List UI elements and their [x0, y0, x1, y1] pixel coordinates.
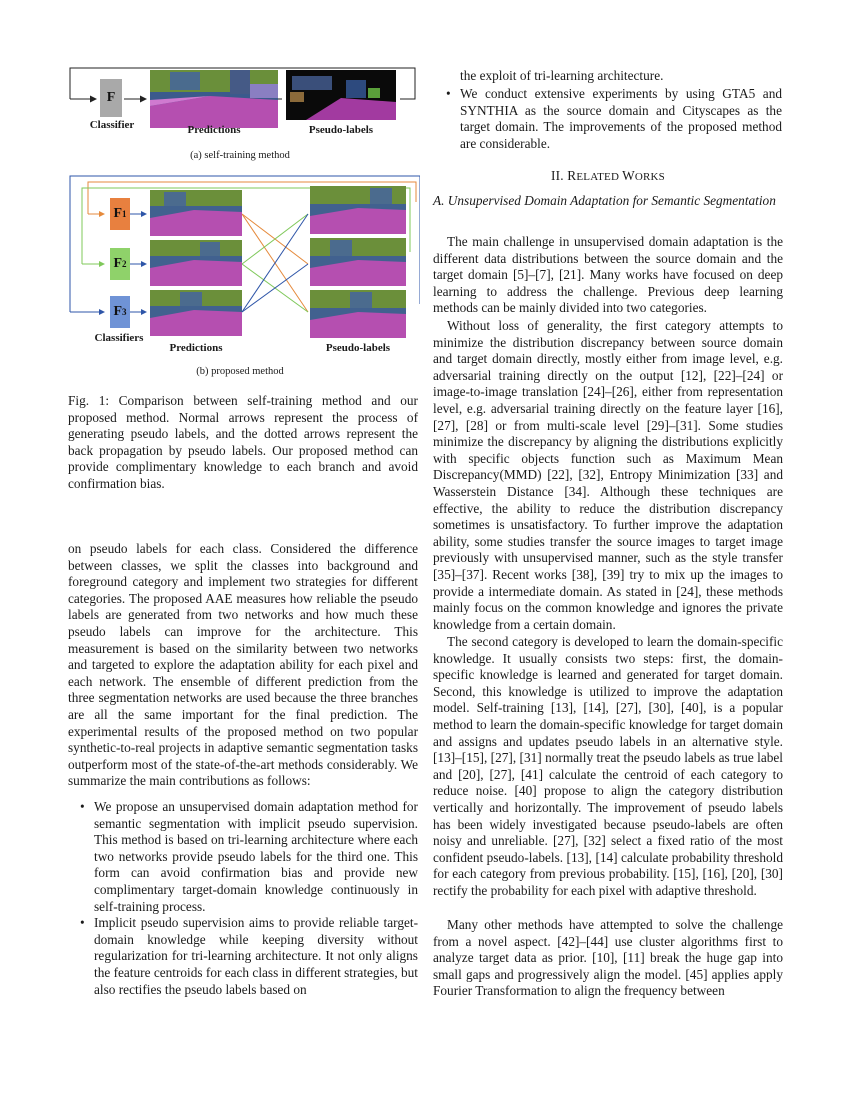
bullet-continuation: the exploit of tri-learning architecture.	[460, 68, 664, 83]
classifier-f-letter: F	[106, 90, 116, 105]
pseudo-label-image-3	[310, 290, 406, 338]
section-title-rest-1: ELATED	[576, 171, 623, 183]
prediction-image-2	[150, 240, 242, 286]
section-title-rest-2: ORKS	[634, 171, 665, 183]
classifier-label: Classifier	[89, 119, 135, 131]
prediction-image	[150, 70, 278, 128]
contribution-bullet-1: • We propose an unsupervised domain adaptation method for semantic segmentation with implicit pseudo supervision. This method is based on tri-learning architecture where each two networks provide pseudo labels for the third one. This form can avoid confirmation bias and provide new complimentary target-domain knowledge continuously in self-training process.	[78, 799, 418, 915]
section-title-r: R	[567, 168, 577, 183]
contribution-bullet-3: • We conduct extensive experiments by using GTA5 and SYNTHIA as the source domain and Cityscapes as the target domain. The improvements of the proposed method are considerable.	[444, 86, 782, 152]
related-paragraph-4: Many other methods have attempted to solve the challenge from a novel aspect. [42]–[44] use cluster algorithms first to analyze target data as prior. [10], [11] break the huge gap into small gaps and progressively align the model. [45] applies apply Fourier Transformation to align the frequency between	[433, 917, 783, 999]
pseudo-label-image	[286, 70, 396, 120]
related-paragraph-3: The second category is developed to learn the domain-specific knowledge. It usually consists two steps: first, the domain-specific knowledge is learned and generated for target domain. Second, this knowledge is utilized to improve the adaptation model. Self-training [13], [14], [27], [30], [40], is a popular method to learn the domain-specific knowledge for target domain and assigns and updates pseudo labels in an alternative style. [13]–[15], [27], [31] normally treat the pseudo labels as true label and [20], [27], [41] calculate the centroid of each category to reduce noise. [40] propose to align the category distribution vertically and horizontally. The improvement of pseudo labels has been widely investigated because pseudo-labels are often noisy and unreliable. [27], [32] select a fixed ratio of the most confident pseudo-labels. [13], [14] calculate probability threshold for each category from previous probability. [15], [16], [20], [30] rectify the probability for each pixel with adaptive threshold.	[433, 634, 783, 898]
f2-letter: F	[113, 256, 123, 271]
figure-b	[60, 172, 420, 362]
predictions-label-a: Predictions	[187, 124, 241, 136]
figure-a-caption: (a) self-training method	[190, 150, 290, 161]
predictions-label-b: Predictions	[169, 342, 223, 354]
pseudo-label-image-2	[310, 238, 406, 286]
prediction-image-3	[150, 290, 242, 336]
f3-subscript: 3	[122, 307, 127, 317]
section-title-w: W	[622, 168, 635, 183]
prediction-image-1	[150, 190, 242, 236]
f3-letter: F	[113, 304, 123, 319]
section-heading	[433, 168, 783, 184]
classifier-f-box	[100, 79, 122, 117]
left-intro-paragraph: on pseudo labels for each class. Considered the difference between classes, we split the classes into background and foreground category and implement two strategies for different categories. The proposed AAE measures how reliable the pseudo labels are generated from two networks and how much these pseudo labels can improve for the architecture. This measurement is based on the similarity between two networks and targeted to explore the adaptation ability for each pixel and each network. The ensemble of different prediction from the three segmentation networks are used because the three branches are all the same important for the final prediction. The experimental results of the proposed method on two popular synthetic-to-real projects in adaptive semantic segmentation tasks outperform most of the state-of-the-art methods considerably. We summarize the main contributions as follows:	[68, 541, 418, 789]
contribution-bullet-2: • Implicit pseudo supervision aims to provide reliable target-domain knowledge while keeping diversity without regularization for tri-learning architecture. It not only aligns the feature centroids for each class in different strategies, but also rectifies the pseudo labels based on	[78, 915, 418, 998]
f1-subscript: 1	[122, 209, 127, 219]
figure-b-caption: (b) proposed method	[196, 366, 284, 377]
right-contribution-list	[444, 86, 782, 152]
classifier-f2-box	[110, 248, 130, 280]
section-number: II.	[550, 168, 564, 183]
pseudo-label-image-1	[310, 186, 406, 234]
pseudo-labels-label-b: Pseudo-labels	[325, 342, 391, 354]
f1-letter: F	[113, 206, 123, 221]
pseudo-labels-label-a: Pseudo-labels	[308, 124, 374, 136]
related-paragraph-1: The main challenge in unsupervised domain adaptation is the different data distributions between the source domain and the target domain [5]–[7], [21]. Many works have focused on deep learning to address the challenge. Previous deep learning methods can be mainly divided into two categories.	[433, 234, 783, 316]
f2-subscript: 2	[122, 259, 127, 269]
classifier-f3-box	[110, 296, 130, 328]
subsection-heading: A. Unsupervised Domain Adaptation for Semantic Segmentation	[433, 193, 776, 208]
related-paragraph-2: Without loss of generality, the first category attempts to minimize the distribution discrepancy between source domain and target domain directly, mostly either from image level, e.g. adversarial training directly on the output [12], [22]–[24] or image-to-image translation [24]–[26], either from representation level, e.g. adversarial training directly on the feature layer [16], [27], [28] or from multi-scale level [29]–[31]. Some studies minimize the discrepancy by aligning the distributions explicitly with specific objects function such as Maximum Mean Discrepancy(MMD) [22], [32], Entropy Minimization [33] and Wasserstein Distance [34]. Although these techniques are effective, the ability to reduce the distribution discrepancy sometimes is unsatisfactory. To further improve the adaptation ability, some studies transfer the source images to target image previously with unsupervised manner, such as the style transfer [35]–[37]. Recent works [38], [39] try to mix up the images to provide a intermediate domain. As stated in [24], these methods mainly focus on the common knowledge and ignores the private knowledge from a certain domain.	[433, 318, 783, 632]
left-contribution-list	[78, 799, 418, 998]
figure-caption: Fig. 1: Comparison between self-training method and our proposed method. Normal arrows represent the process of generating pseudo labels, and the dotted arrows represent the back propagation by pseudo labels. Our proposed method can provide complimentary knowledge to each branch and avoid confirmation bias.	[68, 393, 418, 491]
classifier-f1-box	[110, 198, 130, 230]
classifiers-label: Classifiers	[94, 332, 144, 344]
